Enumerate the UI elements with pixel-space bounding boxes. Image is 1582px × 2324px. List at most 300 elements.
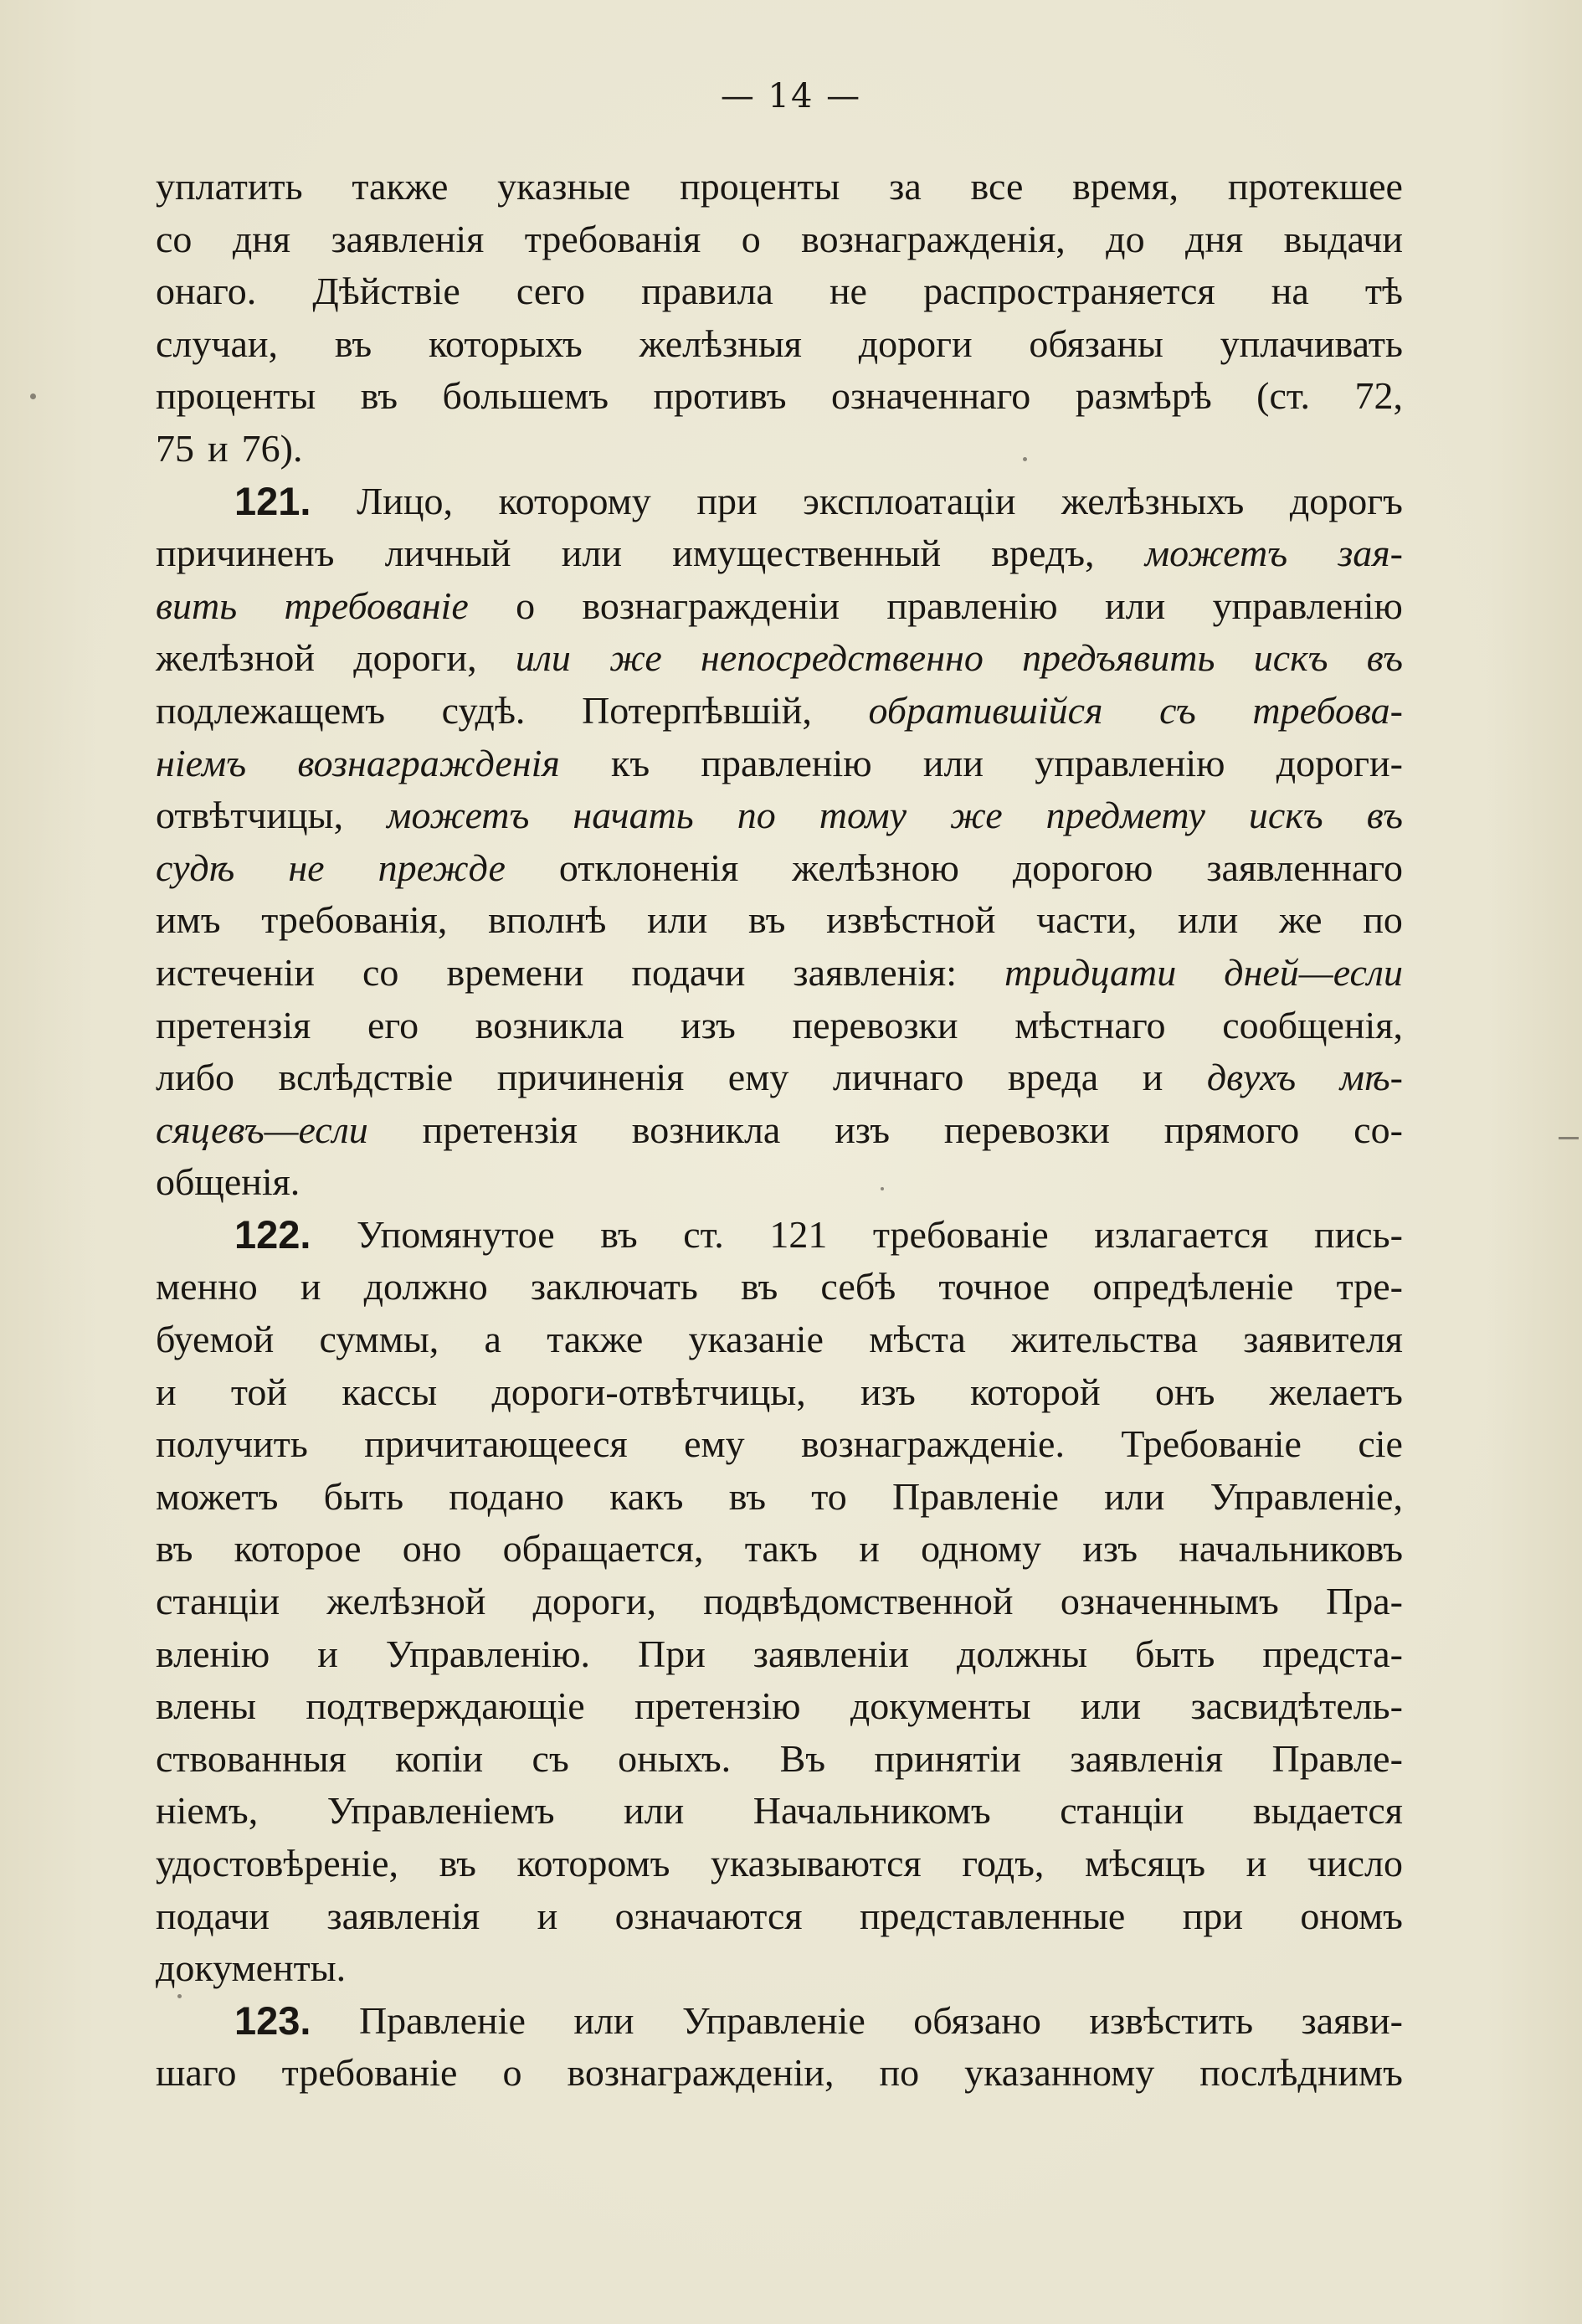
word: вознагражденіе.: [801, 1422, 1065, 1466]
text-line: [156, 1576, 1403, 1628]
word: заявленія: [331, 217, 485, 260]
emphasized-word: требованіе: [284, 584, 469, 627]
text-line: [156, 1890, 1403, 1943]
word: влены: [156, 1684, 257, 1728]
page-body-text: [156, 161, 1403, 2100]
word: Правле-: [1271, 1736, 1403, 1780]
word: жительства: [1011, 1318, 1198, 1361]
emphasized-word: тридцати: [1004, 950, 1177, 994]
print-speck: [1023, 457, 1027, 461]
emphasized-word: можетъ: [1144, 532, 1288, 575]
word: Правленіе: [892, 1474, 1059, 1518]
word: вредъ,: [991, 532, 1095, 575]
word: тре-: [1336, 1265, 1403, 1309]
word: означеннымъ: [1060, 1580, 1279, 1623]
word: оно: [402, 1527, 462, 1571]
word: Правленіе: [358, 1998, 526, 2042]
word: причитающееся: [364, 1422, 628, 1466]
page-edge-mark: [1559, 1137, 1579, 1139]
emphasized-word: непосредственно: [701, 636, 984, 680]
word: а: [484, 1318, 501, 1361]
word: должны: [956, 1632, 1088, 1675]
section-number: 121.: [234, 478, 311, 523]
text-line: [156, 894, 1403, 947]
word: документы.: [156, 1946, 347, 1990]
word: ніемъ,: [156, 1789, 259, 1833]
emphasized-word: вознагражденія: [297, 741, 560, 784]
text-line: [156, 1314, 1403, 1366]
word: мѣстнаго: [1014, 1003, 1166, 1046]
word: желѣзной: [156, 636, 315, 680]
word: представленные: [859, 1894, 1126, 1937]
word: правила: [641, 270, 773, 313]
word: буемой: [156, 1318, 275, 1361]
word: проценты: [680, 165, 840, 208]
word: и: [208, 426, 229, 470]
word: себѣ: [820, 1265, 896, 1309]
word: и: [300, 1265, 321, 1309]
word: выдается: [1252, 1789, 1403, 1833]
word: то: [811, 1474, 847, 1518]
text-line: [156, 789, 1403, 842]
word: одному: [921, 1527, 1041, 1571]
word: или: [1104, 1474, 1165, 1518]
word: возникла: [475, 1003, 624, 1046]
print-speck: [881, 1187, 884, 1190]
word: ономъ: [1300, 1894, 1403, 1937]
emphasized-word: искъ: [1253, 636, 1328, 680]
emphasized-word: предъявить: [1022, 636, 1215, 680]
word: также: [547, 1318, 644, 1361]
text-line: [156, 213, 1403, 266]
emphasized-word: искъ: [1248, 794, 1323, 837]
word: указываются: [711, 1842, 922, 1884]
word: менно: [156, 1265, 258, 1309]
word: при: [696, 479, 758, 522]
word: имъ: [156, 898, 221, 942]
word: указанному: [964, 2051, 1155, 2095]
word: должно: [363, 1265, 488, 1309]
word: ствованныя: [156, 1736, 347, 1780]
emphasized-word: начать: [573, 794, 694, 837]
text-line: [156, 476, 1403, 528]
word: подачи: [631, 950, 746, 994]
word: принятіи: [874, 1736, 1021, 1780]
word: подлежащемъ: [156, 688, 386, 732]
word: не: [829, 270, 867, 313]
text-line: [156, 1838, 1403, 1890]
word: заявителя: [1243, 1318, 1403, 1361]
word: сообщенія,: [1222, 1003, 1403, 1046]
word: или: [1080, 1684, 1142, 1728]
word: же: [1278, 898, 1323, 942]
word: либо: [156, 1056, 234, 1099]
text-line: [156, 1785, 1403, 1838]
word: такъ: [744, 1527, 818, 1571]
word: о: [516, 584, 536, 627]
word: вознагражденіи,: [567, 2051, 835, 2095]
word: копіи: [395, 1736, 484, 1780]
word: причиненъ: [156, 532, 335, 575]
text-line: [156, 1628, 1403, 1681]
word: которой: [970, 1370, 1101, 1413]
text-line: [156, 423, 1403, 476]
word: предста-: [1262, 1632, 1403, 1675]
section-number: 122.: [234, 1211, 311, 1257]
word: и: [156, 1370, 177, 1413]
word: Лицо,: [357, 479, 454, 522]
text-line: [156, 1942, 1403, 1995]
word: подачи: [156, 1894, 270, 1937]
word: уплатить: [156, 165, 303, 208]
word: также: [352, 165, 449, 208]
word: дороги: [858, 321, 973, 365]
word: 121: [769, 1212, 828, 1256]
word: за: [889, 165, 922, 208]
word: отклоненія: [558, 846, 739, 889]
word: перевозки: [943, 1108, 1110, 1151]
word: или: [647, 898, 708, 942]
text-line: [156, 1995, 1403, 2048]
word: о: [741, 217, 761, 260]
word: Управленіе,: [1210, 1474, 1403, 1518]
word: случаи,: [156, 321, 279, 365]
word: съ: [532, 1736, 569, 1780]
word: къ: [611, 741, 650, 784]
emphasized-word: двухъ: [1206, 1056, 1297, 1099]
emphasized-word: съ: [1159, 688, 1196, 732]
word: годъ,: [962, 1842, 1045, 1884]
word: и: [1246, 1842, 1267, 1884]
word: или: [1178, 898, 1239, 942]
word: прямого: [1163, 1108, 1300, 1151]
emphasized-word: тому: [819, 794, 907, 837]
emphasized-word: прежде: [378, 846, 506, 889]
text-line: [156, 1051, 1403, 1104]
word: Начальникомъ: [752, 1789, 991, 1833]
word: требованія,: [261, 898, 448, 942]
emphasized-word: или: [515, 636, 571, 680]
word: желѣзныя: [639, 321, 802, 365]
word: въ: [748, 898, 786, 942]
word: ст.: [683, 1212, 724, 1256]
word: распространяется: [923, 270, 1215, 313]
emphasized-word: не: [288, 846, 325, 889]
word: причиненія: [496, 1056, 685, 1099]
word: въ: [360, 374, 398, 418]
emphasized-word: вить: [156, 584, 238, 627]
word: документы: [850, 1684, 1031, 1728]
word: быть: [323, 1474, 404, 1518]
word: въ: [740, 1265, 778, 1309]
word: вслѣдствіе: [278, 1056, 454, 1099]
emphasized-word: судѣ: [156, 846, 235, 889]
word: заяви-: [1301, 1998, 1403, 2042]
word: можетъ: [156, 1474, 279, 1518]
word: желѣзной: [326, 1580, 486, 1623]
word: со: [362, 950, 399, 994]
emphasized-word: можетъ: [387, 794, 530, 837]
word: протекшее: [1227, 165, 1403, 208]
word: время,: [1072, 165, 1179, 208]
word: управленію: [1212, 584, 1403, 627]
emphasized-word: зая-: [1338, 532, 1403, 575]
word: все: [970, 165, 1024, 208]
word: со: [156, 217, 193, 260]
word: противъ: [653, 374, 787, 418]
word: отвѣтчицы,: [156, 794, 344, 837]
word: въ: [600, 1212, 638, 1256]
word: дорогою: [1012, 846, 1153, 889]
word: желѣзныхъ: [1061, 479, 1245, 522]
emphasized-word: обратившійся: [868, 688, 1103, 732]
word: 75: [156, 426, 194, 470]
text-line: [156, 318, 1403, 371]
word: и: [859, 1527, 880, 1571]
word: личнаго: [832, 1056, 964, 1099]
word: Управленіемъ: [326, 1789, 555, 1833]
word: извѣстить: [1089, 1998, 1254, 2042]
word: дорогъ: [1289, 479, 1403, 522]
word: изъ: [860, 1370, 916, 1413]
word: изъ: [835, 1108, 890, 1151]
word: тѣ: [1364, 270, 1403, 313]
word: по: [879, 2051, 920, 2095]
word: желаетъ: [1269, 1370, 1403, 1413]
text-line: [156, 2047, 1403, 2100]
word: засвидѣтель-: [1190, 1684, 1403, 1728]
word: сіе: [1358, 1422, 1403, 1466]
word: обязано: [913, 1998, 1041, 2042]
word: требованіе: [872, 1212, 1049, 1256]
word: извѣстной: [826, 898, 996, 942]
word: вознагражденія,: [801, 217, 1066, 260]
word: получить: [156, 1422, 308, 1466]
word: подвѣдомственной: [703, 1580, 1014, 1623]
word: Пра-: [1326, 1580, 1403, 1623]
word: до: [1106, 217, 1145, 260]
word: требованія: [524, 217, 701, 260]
emphasized-word: по: [737, 794, 776, 837]
word: личный: [384, 532, 511, 575]
word: и: [317, 1632, 338, 1675]
word: При: [638, 1632, 706, 1675]
word: точное: [938, 1265, 1050, 1309]
word: онаго.: [156, 270, 257, 313]
word: ему: [684, 1422, 745, 1466]
word: шаго: [156, 2051, 237, 2095]
word: эксплоатаціи: [803, 479, 1016, 522]
word: 76).: [241, 426, 303, 470]
word: въ: [439, 1842, 476, 1884]
word: излагается: [1094, 1212, 1269, 1256]
word: въ: [156, 1527, 193, 1571]
word: вполнѣ: [488, 898, 607, 942]
word: управленію: [1035, 741, 1225, 784]
word: вреда: [1007, 1056, 1099, 1099]
word: Потерпѣвшій,: [582, 688, 812, 732]
word: судѣ.: [441, 688, 526, 732]
word: начальниковъ: [1179, 1527, 1403, 1571]
text-line: [156, 265, 1403, 318]
word: желѣзною: [792, 846, 959, 889]
word: его: [367, 1003, 419, 1046]
text-line: [156, 1366, 1403, 1419]
word: какъ: [609, 1474, 684, 1518]
word: означеннаго: [830, 374, 1031, 418]
word: части,: [1036, 898, 1138, 942]
text-line: [156, 842, 1403, 895]
text-line: [156, 370, 1403, 423]
word: станціи: [1060, 1789, 1184, 1833]
word: вознагражденіи: [582, 584, 840, 627]
print-speck: [177, 1994, 182, 1998]
word: со-: [1353, 1108, 1403, 1151]
word: уплачивать: [1220, 321, 1403, 365]
word: подтверждающіе: [306, 1684, 585, 1728]
word: означаются: [614, 1894, 803, 1937]
word: Въ: [779, 1736, 826, 1780]
word: Упомянутое: [357, 1212, 555, 1256]
text-line: [156, 1418, 1403, 1471]
word: дня: [1185, 217, 1244, 260]
text-line: [156, 632, 1403, 685]
text-line: [156, 1000, 1403, 1052]
emphasized-word: ніемъ: [156, 741, 247, 784]
word: имущественный: [672, 532, 942, 575]
text-line: [156, 1209, 1403, 1262]
text-line: [156, 1261, 1403, 1314]
word: по: [1363, 898, 1403, 942]
word: или: [561, 532, 622, 575]
text-line: [156, 1523, 1403, 1576]
word: мѣста: [869, 1318, 966, 1361]
text-line: [156, 580, 1403, 633]
word: обязаны: [1029, 321, 1163, 365]
word: перевозки: [792, 1003, 958, 1046]
word: сего: [516, 270, 585, 313]
word: общенія.: [156, 1160, 300, 1204]
word: Управленію.: [385, 1632, 591, 1675]
word: подано: [449, 1474, 565, 1518]
emphasized-word: предмету: [1045, 794, 1205, 837]
word: или: [1105, 584, 1166, 627]
word: возникла: [631, 1108, 781, 1151]
word: которыхъ: [428, 321, 583, 365]
word: той: [230, 1370, 288, 1413]
word: число: [1307, 1842, 1403, 1884]
word: указаніе: [688, 1318, 824, 1361]
emphasized-word: же: [950, 794, 1003, 837]
word: дороги,: [353, 636, 477, 680]
text-line: [156, 947, 1403, 1000]
text-line: [156, 1680, 1403, 1733]
word: дороги,: [532, 1580, 656, 1623]
word: истеченіи: [156, 950, 315, 994]
word: оныхъ.: [618, 1736, 732, 1780]
text-line: [156, 1471, 1403, 1524]
word: дня: [232, 217, 291, 260]
text-line: [156, 1156, 1403, 1209]
section-number: 123.: [234, 1998, 311, 2043]
word: требованіе: [281, 2051, 458, 2095]
emphasized-word: дней—если: [1224, 950, 1403, 994]
word: заявленія: [1070, 1736, 1224, 1780]
word: изъ: [681, 1003, 736, 1046]
word: проценты: [156, 374, 316, 418]
emphasized-word: въ: [1366, 636, 1403, 680]
word: изъ: [1082, 1527, 1138, 1571]
word: заявленіи: [752, 1632, 910, 1675]
word: правленію: [886, 584, 1058, 627]
word: ему: [727, 1056, 789, 1099]
word: или: [624, 1789, 685, 1833]
word: выдачи: [1283, 217, 1403, 260]
word: заявленія:: [793, 950, 957, 994]
word: опредѣленіе: [1092, 1265, 1294, 1309]
word: вленію: [156, 1632, 270, 1675]
word: претензію: [634, 1684, 801, 1728]
word: претензія: [156, 1003, 311, 1046]
word: правленію: [701, 741, 872, 784]
text-line: [156, 161, 1403, 213]
word: размѣрѣ: [1075, 374, 1212, 418]
text-line: [156, 1104, 1403, 1157]
text-line: [156, 1733, 1403, 1786]
word: при: [1182, 1894, 1243, 1937]
word: которое: [234, 1527, 362, 1571]
print-speck: [30, 393, 36, 399]
word: заявленнаго: [1206, 846, 1403, 889]
word: 72,: [1354, 374, 1403, 418]
word: Дѣйствіе: [312, 270, 460, 313]
word: мѣсяцъ: [1084, 1842, 1206, 1884]
word: которомъ: [516, 1842, 670, 1884]
word: которому: [498, 479, 651, 522]
word: указные: [497, 165, 631, 208]
word: претензія: [422, 1108, 578, 1151]
emphasized-word: мѣ-: [1339, 1056, 1403, 1099]
word: въ: [728, 1474, 767, 1518]
word: станціи: [156, 1580, 280, 1623]
word: пись-: [1313, 1212, 1403, 1256]
word: удостовѣреніе,: [156, 1842, 398, 1884]
word: быть: [1134, 1632, 1215, 1675]
word: послѣднимъ: [1199, 2051, 1403, 2095]
word: и: [1142, 1056, 1163, 1099]
emphasized-word: требова-: [1252, 688, 1403, 732]
word: большемъ: [442, 374, 609, 418]
word: дороги-: [1276, 741, 1403, 784]
word: или: [573, 1998, 634, 2042]
word: (ст.: [1256, 374, 1311, 418]
word: на: [1271, 270, 1309, 313]
text-line: [156, 685, 1403, 738]
word: онъ: [1154, 1370, 1215, 1413]
text-line: [156, 527, 1403, 580]
word: суммы,: [319, 1318, 439, 1361]
word: и: [537, 1894, 558, 1937]
page-number: — 14 —: [720, 77, 862, 116]
word: Требованіе: [1121, 1422, 1302, 1466]
text-line: [156, 738, 1403, 790]
emphasized-word: въ: [1366, 794, 1403, 837]
word: заявленія: [326, 1894, 480, 1937]
word: заключать: [530, 1265, 698, 1309]
word: времени: [446, 950, 584, 994]
word: о: [502, 2051, 522, 2095]
word: кассы: [342, 1370, 438, 1413]
